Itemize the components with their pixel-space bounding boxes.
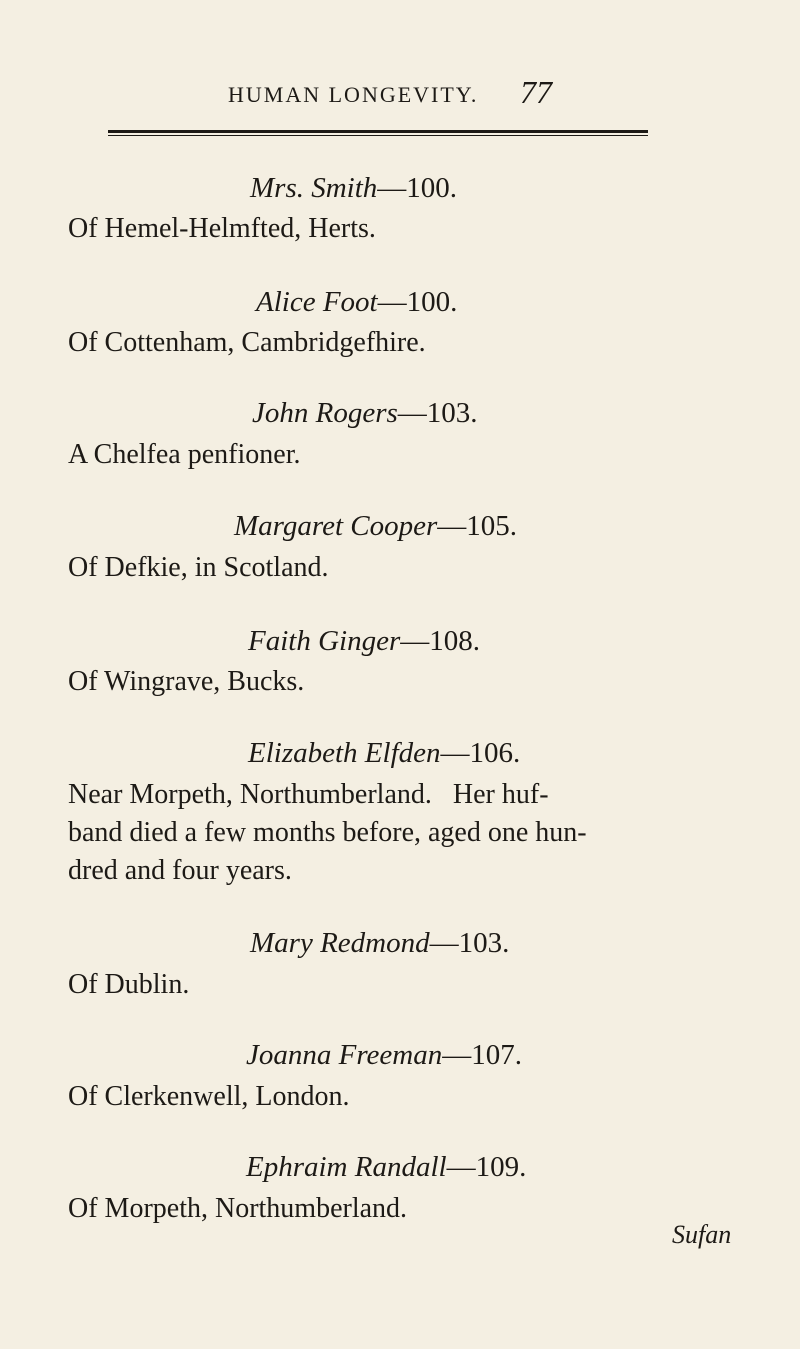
entry-line: Of Wingrave, Bucks. xyxy=(68,666,305,697)
entry-age: —103. xyxy=(429,927,510,959)
entry-text xyxy=(68,1190,668,1228)
entry-heading xyxy=(252,397,478,430)
entry-line: Of Defkie, in Scotland. xyxy=(68,552,329,583)
entry-name: Margaret Cooper xyxy=(234,510,438,542)
entry-line: Of Hemel-Helmfted, Herts. xyxy=(68,213,376,244)
entry-heading xyxy=(250,927,509,960)
entry-age: —109. xyxy=(446,1151,527,1183)
entry-line: Of Morpeth, Northumberland. xyxy=(68,1193,408,1224)
entry-text xyxy=(68,436,668,474)
entry-age: —103. xyxy=(397,397,478,429)
header-rule xyxy=(108,130,648,136)
entry-name: John Rogers xyxy=(252,397,398,429)
entry-name: Alice Foot xyxy=(256,286,378,318)
entry-line: Of Cottenham, Cambridgefhire. xyxy=(68,327,426,358)
entry-text xyxy=(68,663,668,701)
entry-text xyxy=(68,966,668,1004)
entry-line: Of Clerkenwell, London. xyxy=(68,1081,350,1112)
entry-heading xyxy=(248,625,480,658)
page-number: 77 xyxy=(520,74,552,110)
entry-name: Faith Ginger xyxy=(248,625,401,657)
running-head: HUMAN LONGEVITY. xyxy=(228,82,479,107)
entry-age: —108. xyxy=(400,625,480,657)
entry-heading xyxy=(246,1151,526,1184)
entry-name: Mary Redmond xyxy=(250,927,430,959)
entry-line: Near Morpeth, Northumberland. Her huf- xyxy=(68,779,549,810)
entry-text xyxy=(68,549,668,587)
catchword: Sufan xyxy=(672,1220,732,1249)
entry-name: Mrs. Smith xyxy=(250,172,378,204)
entry-heading xyxy=(234,510,517,543)
entry-name: Ephraim Randall xyxy=(246,1151,447,1183)
entry-age: —107. xyxy=(442,1039,522,1071)
entry-name: Elizabeth Elfden xyxy=(248,737,441,769)
entry-text xyxy=(68,324,668,362)
entry-name: Joanna Freeman xyxy=(246,1039,443,1071)
entry-age: —105. xyxy=(437,510,518,542)
entry-age: —100. xyxy=(377,286,458,318)
entry-line: dred and four years. xyxy=(68,855,292,886)
entry-text xyxy=(68,776,668,890)
entry-text xyxy=(68,210,668,248)
entry-age: —100. xyxy=(377,172,458,204)
entry-heading xyxy=(246,1039,522,1072)
entry-line: Of Dublin. xyxy=(68,969,190,1000)
entry-heading xyxy=(250,172,457,205)
entry-line: band died a few months before, aged one hun- xyxy=(68,817,587,848)
entry-heading xyxy=(256,286,457,319)
entry-line: A Chelfea penfioner. xyxy=(68,439,301,470)
entry-heading xyxy=(248,737,520,770)
entry-text xyxy=(68,1078,668,1116)
entry-age: —106. xyxy=(440,737,521,769)
